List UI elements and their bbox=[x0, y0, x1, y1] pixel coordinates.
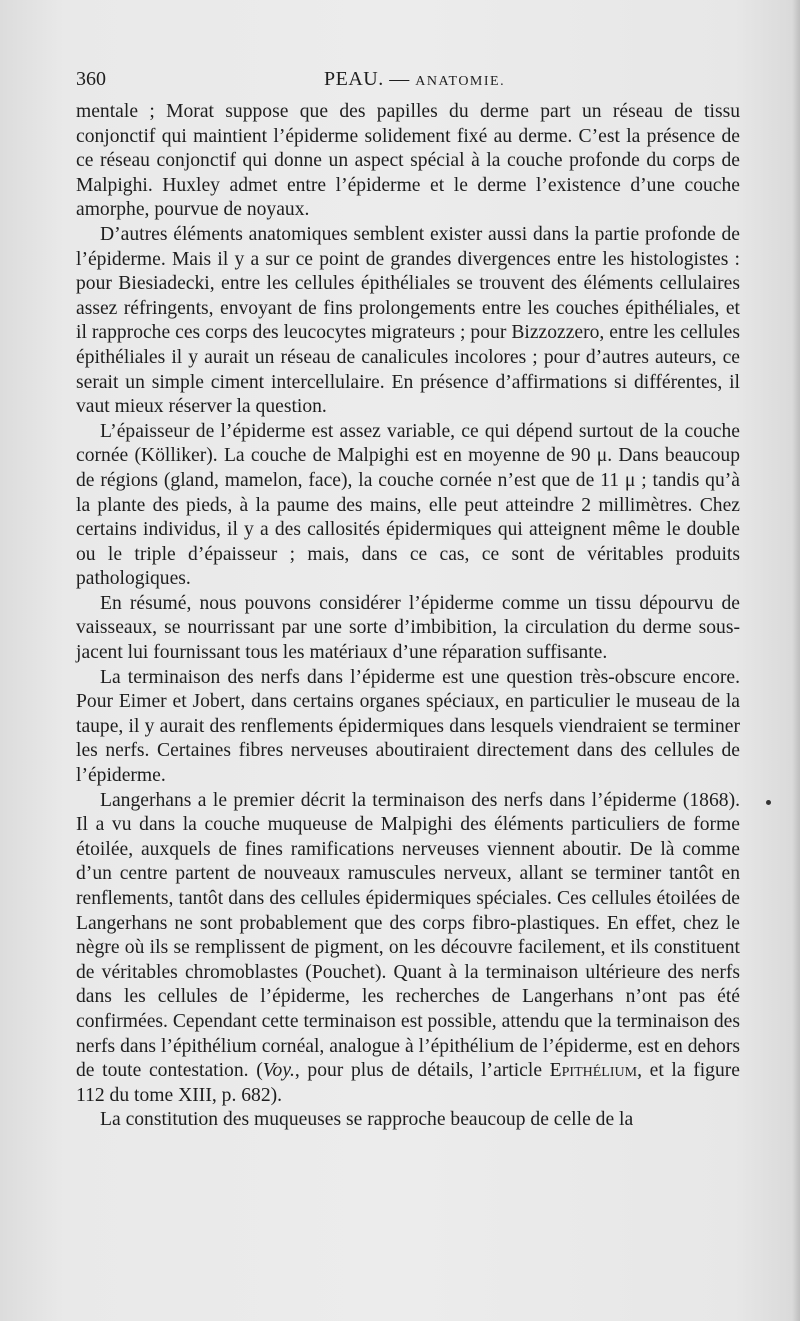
paragraph-2: D’autres éléments anatomiques semblent exister aussi dans la partie profonde de l’épiderme. Mais il y a sur ce point de grandes divergences entre les histologistes : pour Biesiadecki, entre les cellules épithéliales se trouvent des éléments cellulaires assez réfringents, envoyant de fins prolongements entre les couches épithéliales, et il rapproche ces corps des leucocytes migrateurs ; pour Bizzozzero, entre les cellules épithéliales il y aurait un réseau de canalicules incolores ; pour d’autres auteurs, ce serait un simple ciment intercellulaire. En présence d’affirmations si différentes, il vaut mieux réserver la question. bbox=[76, 223, 740, 418]
paragraph-5: La terminaison des nerfs dans l’épiderme est une question très-obscure encore. Pour Eimer et Jobert, dans certains organes spéciaux, en particulier le museau de la taupe, il y aurait des renflements épidermiques dans lesquels viendraient se terminer les nerfs. Certaines fibres nerveuses aboutiraient directement dans des cellules de l’épiderme. bbox=[76, 666, 740, 787]
paragraph-6-text: Langerhans a le premier décrit la terminaison des nerfs dans l’épiderme (1868). Il a vu dans la couche muqueuse de Malpighi des éléments particuliers de forme étoilée, auxquels de fines ramifications nerveuses viennent aboutir. De là comme d’un centre partent de nouveaux ramuscules nerveux, allant se terminer tantôt en renflements, tantôt dans des cellules épidermiques spéciales. Ces cellules étoilées de Langerhans ne sont probablement que des corps fibro-plastiques. En effet, chez le nègre où ils se remplissent de pigment, on les découvre facilement, et ils constituent de véritables chromoblastes (Pouchet). Quant à la terminaison ultérieure des nerfs dans les cellules de l’épiderme, les recherches de Langerhans n’ont pas été confirmées. Cependant cette terminaison est possible, attendu que la terminaison des nerfs dans l’épithélium cornéal, analogue à l’épithélium de l’épiderme, est en dehors de toute contestation. bbox=[76, 789, 740, 1082]
page-number: 360 bbox=[76, 68, 106, 90]
paragraph-6 bbox=[76, 789, 740, 1109]
reference-open: ( bbox=[256, 1060, 263, 1082]
paragraph-3: L’épaisseur de l’épiderme est assez variable, ce qui dépend surtout de la couche cornée (Kölliker). La couche de Malpighi est en moyenne de 90 μ. Dans beaucoup de régions (gland, mamelon, face), la couche cornée n’est que de 11 μ ; tandis qu’à la plante des pieds, à la paume des mains, elle peut atteindre 2 millimètres. Chez certains individus, il y a des callosités épidermiques qui atteignent même le double ou le triple d’épaisseur ; mais, dans ce cas, ce sont de véritables produits pathologiques. bbox=[76, 420, 740, 590]
reference-post: , et la figure 112 du tome XIII, p. 682). bbox=[76, 1060, 740, 1106]
body-text bbox=[76, 100, 740, 1133]
margin-mark bbox=[766, 800, 771, 805]
reference-article: Epithélium bbox=[549, 1060, 638, 1082]
running-title bbox=[324, 68, 505, 91]
reference-voy: Voy. bbox=[262, 1060, 295, 1082]
paragraph-4: En résumé, nous pouvons considérer l’épiderme comme un tissu dépourvu de vaisseaux, se nourrissant par une sorte d’imbibition, la circulation du derme sous-jacent lui fournissant tous les matériaux d’une réparation suffisante. bbox=[76, 592, 740, 664]
running-title-sub: ANATOMIE. bbox=[415, 74, 506, 89]
page-header bbox=[76, 68, 740, 96]
running-title-main: PEAU. — bbox=[324, 68, 410, 90]
page-edge-shadow bbox=[792, 0, 800, 1321]
paragraph-7: La constitution des muqueuses se rapproche beaucoup de celle de la bbox=[100, 1109, 634, 1131]
paragraph-1: mentale ; Morat suppose que des papilles du derme part un réseau de tissu conjonctif qui maintient l’épiderme solidement fixé au derme. C’est la présence de ce réseau conjonctif qui donne un aspect spécial à la couche profonde du corps de Malpighi. Huxley admet entre l’épiderme et le derme l’existence d’une couche amorphe, pourvue de noyaux. bbox=[76, 101, 740, 221]
reference-pre: , pour plus de détails, l’article bbox=[294, 1060, 550, 1082]
